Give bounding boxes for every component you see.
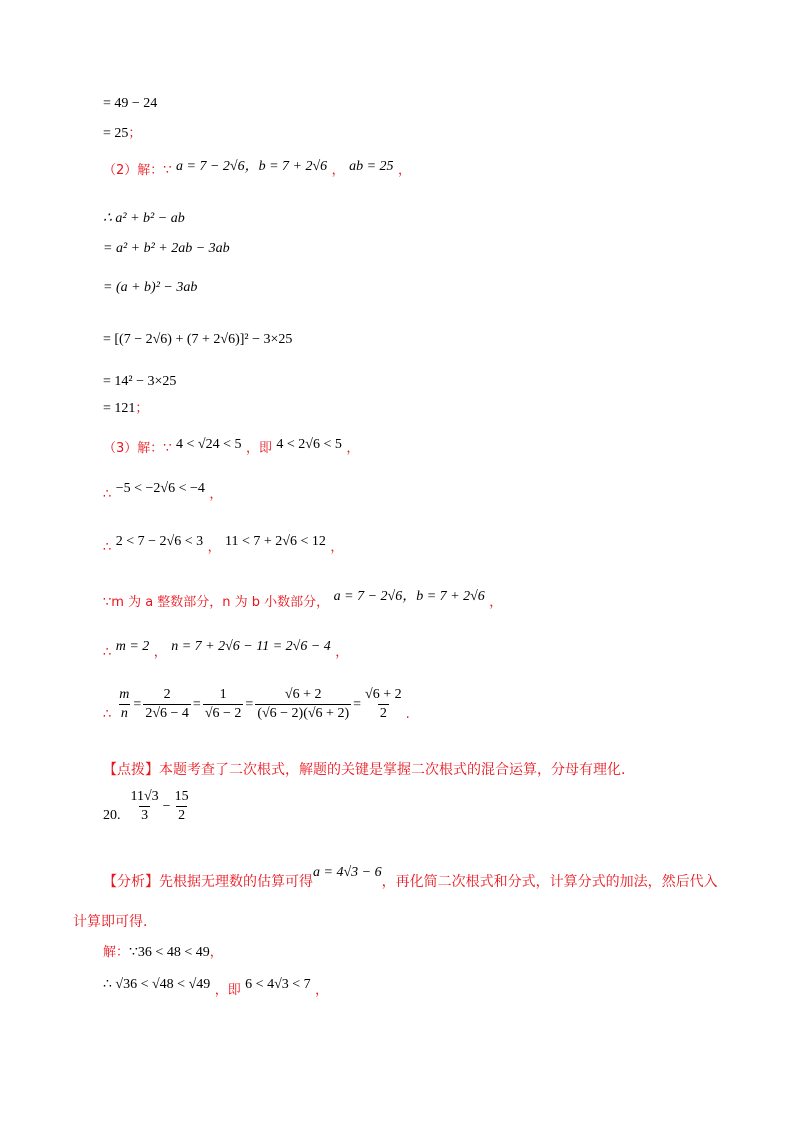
frac-4 [255,688,351,721]
analysis-text2: ，再化简二次根式和分式，计算分式的加法，然后代入 [381,874,718,890]
solution-line1 [103,945,223,960]
step4: = [(7 − 2√6) + (7 + 2√6)]² − 3×25 [103,332,293,347]
frac-5-num: √6 + 2 [365,687,402,702]
t2-label: ∴ [103,540,112,555]
line-part3 [103,437,360,456]
t3-end: ， [489,595,503,610]
t5-end: . [405,707,410,722]
t3-text: ∵m 为 a 整数部分，n 为 b 小数部分， [103,595,330,610]
q20-frac-2 [173,790,191,823]
t5-label: ∴ [103,707,112,722]
solution-label: 解： [103,945,130,960]
q20-frac-2-den: 2 [178,808,186,823]
step1: ∴ a² + b² − ab [103,211,185,226]
line-part2 [103,159,411,178]
eq-sign-1: = [133,696,142,712]
line-eq1 [103,97,157,111]
part2-label: （2）解：∵ [103,163,172,178]
eq-sign-2: = [192,696,201,712]
question-20 [103,790,193,823]
part2-math2: ab = 25 [349,159,394,174]
line-t2 [103,534,344,555]
frac-m-n [117,688,131,721]
t4-sep: ， [153,645,167,660]
eq-sign-4: = [353,696,362,712]
last-math2: 6 < 4√3 < 7 [245,977,311,992]
frac-m-n-den: n [120,706,128,721]
frac-4-num: √6 + 2 [284,687,322,702]
frac-m-n-num: m [119,687,130,702]
step6-value: = 121 [103,401,136,416]
q20-frac-2-num: 15 [174,789,189,804]
t1-math: −5 < −2√6 < −4 [115,481,205,496]
t1-end: ， [209,487,223,502]
solution-line2 [103,977,329,998]
line-t1 [103,481,223,502]
part3-label: （3）解：∵ [103,441,172,456]
line-t4 [103,639,349,660]
analysis-text1: 【分析】先根据无理数的估算可得 [103,874,313,890]
note-tip: 【点拨】本题考查了二次根式，解题的关键是掌握二次根式的混合运算，分母有理化. [103,762,626,778]
part3-mid: ，即 [245,441,272,456]
last-end: ， [315,983,329,998]
line-t5 [103,688,410,721]
step5: = 14² − 3×25 [103,374,177,389]
step6-end: ； [135,401,149,416]
q20-frac-1-num: 11√3 [130,789,159,804]
t2-sep: ， [207,540,221,555]
eq2: = 25 [103,126,129,141]
frac-2 [143,688,191,721]
analysis-line2: 计算即可得. [73,914,148,930]
t2-math2: 11 < 7 + 2√6 < 12 [225,534,326,549]
eq-sign-3: = [245,696,254,712]
analysis-line1 [103,865,718,890]
t4-math1: m = 2 [115,639,150,654]
question-number: 20. [103,808,121,823]
part2-comma: ， [331,163,345,178]
part2-math1: a = 7 − 2√6，b = 7 + 2√6 [176,159,328,174]
line-t3 [103,589,503,610]
t4-label: ∴ [103,645,112,660]
eq1: = 49 − 24 [103,96,158,111]
t4-math2: n = 7 + 2√6 − 11 = 2√6 − 4 [171,639,331,654]
solution-end: ， [209,945,223,960]
solution-math: ∵36 < 48 < 49 [129,945,210,960]
step2: = a² + b² + 2ab − 3ab [103,241,230,256]
t4-end: ， [335,645,349,660]
last-mid: ，即 [214,983,241,998]
t3-math: a = 7 − 2√6，b = 7 + 2√6 [333,589,485,604]
t1-label: ∴ [103,487,112,502]
step3: = (a + b)² − 3ab [103,280,198,295]
eq2-end: ； [128,126,142,141]
last-math1: ∴ √36 < √48 < √49 [103,977,211,992]
q20-frac-1-den: 3 [141,808,149,823]
step6 [103,402,148,416]
analysis-math: a = 4√3 − 6 [313,865,382,880]
frac-4-den: (√6 − 2)(√6 + 2) [257,706,350,721]
line-eq2 [103,127,141,141]
part2-end: ， [397,163,411,178]
t2-end: ， [330,540,344,555]
frac-3 [203,688,244,721]
frac-3-den: √6 − 2 [204,706,242,721]
q20-frac-1 [129,790,161,823]
part3-end: ， [346,441,360,456]
part3-math2: 4 < 2√6 < 5 [276,437,342,452]
q20-minus: − [162,798,171,814]
frac-2-den: 2√6 − 4 [145,706,189,721]
frac-5-den: 2 [379,706,387,721]
frac-3-num: 1 [219,687,227,702]
frac-2-num: 2 [163,687,171,702]
part3-math1: 4 < √24 < 5 [176,437,242,452]
frac-5 [363,688,404,721]
t2-math1: 2 < 7 − 2√6 < 3 [115,534,204,549]
